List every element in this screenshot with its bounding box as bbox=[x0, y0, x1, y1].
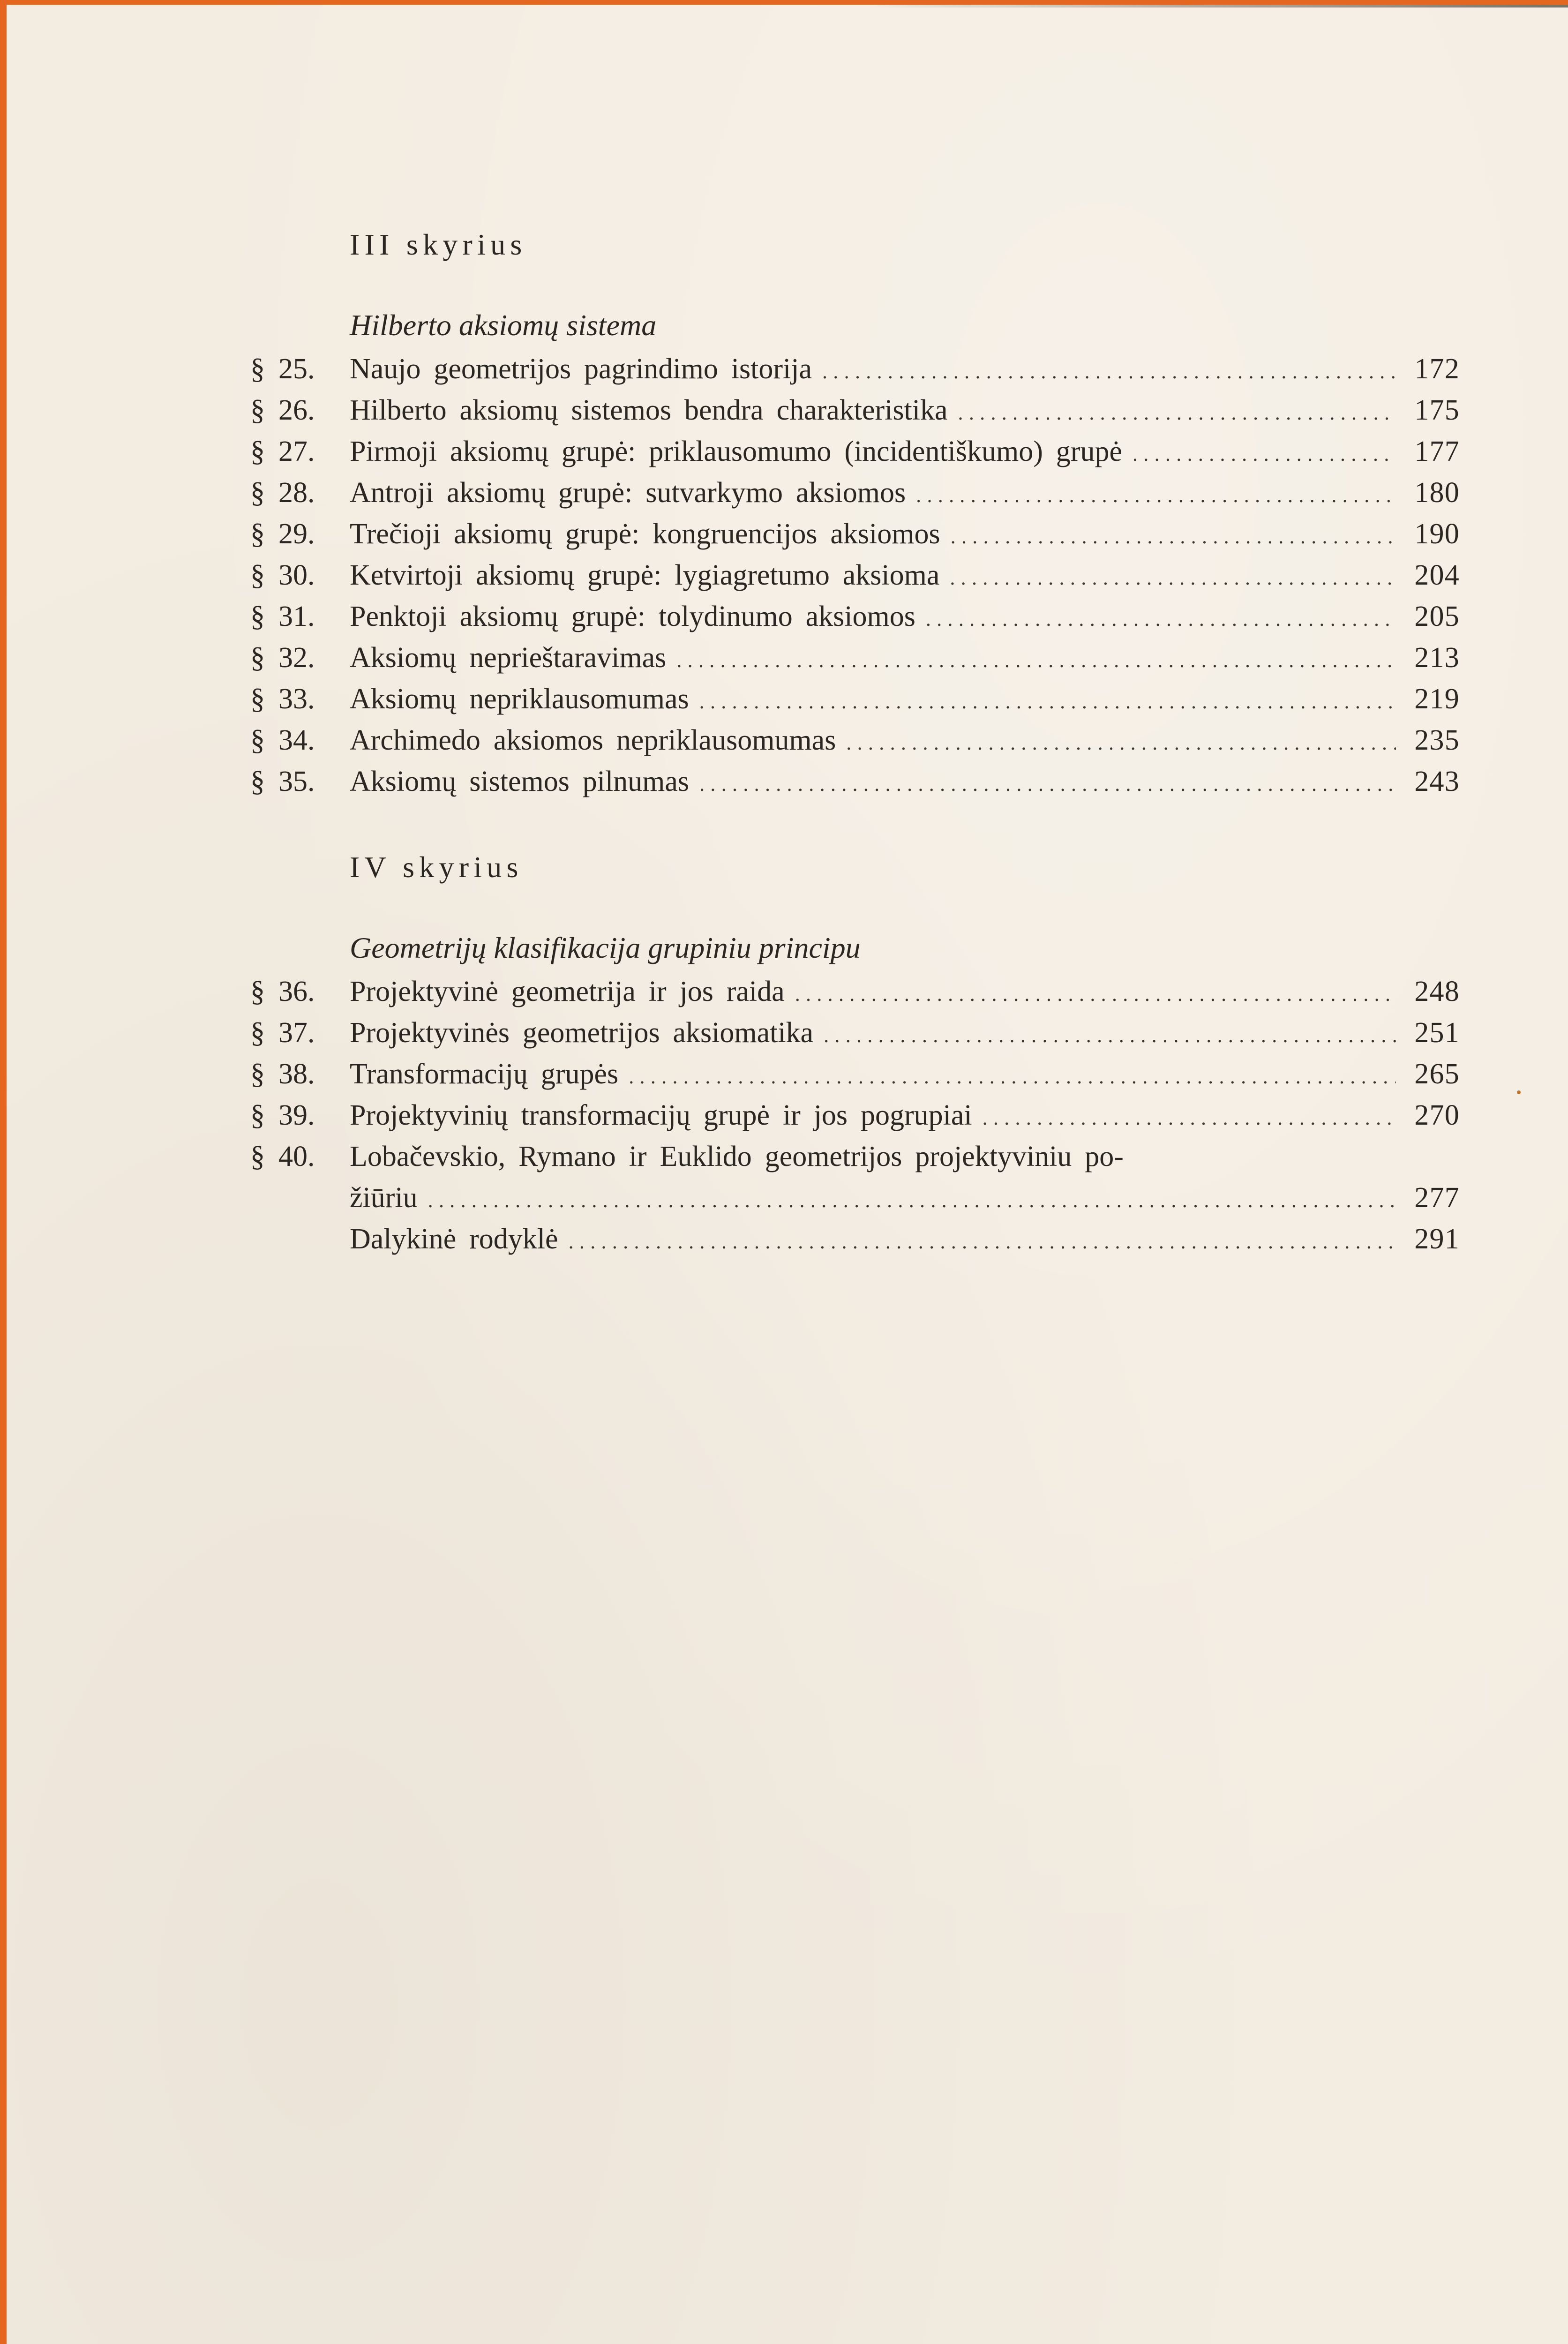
section-number: § 28. bbox=[250, 477, 315, 509]
dot-leader bbox=[569, 1230, 1396, 1254]
dot-leader bbox=[846, 731, 1396, 755]
entry-title: Dalykinė rodyklė bbox=[350, 1223, 558, 1255]
section-number: § 26. bbox=[250, 394, 315, 426]
section-number: § 31. bbox=[250, 601, 315, 632]
page-number: 248 bbox=[1414, 976, 1460, 1007]
dot-leader bbox=[824, 1023, 1396, 1047]
section-mark: § bbox=[250, 601, 265, 632]
dot-leader bbox=[428, 1188, 1396, 1212]
page-number: 270 bbox=[1414, 1099, 1460, 1131]
dot-leader bbox=[699, 772, 1396, 796]
dot-leader bbox=[676, 648, 1396, 672]
chapter-title: Hilberto aksiomų sistema bbox=[350, 308, 657, 342]
section-mark: § bbox=[250, 353, 265, 385]
section-mark: § bbox=[250, 642, 265, 674]
page-number: 180 bbox=[1414, 477, 1460, 509]
section-mark: § bbox=[250, 1141, 265, 1172]
toc-entry-continuation bbox=[250, 1181, 1460, 1223]
entry-title: Pirmoji aksiomų grupė: priklausomumo (incidentiškumo) grupė bbox=[350, 436, 1122, 467]
section-mark: § bbox=[250, 436, 265, 467]
section-mark: § bbox=[250, 1017, 265, 1049]
entry-title: Antroji aksiomų grupė: sutvarkymo aksiomos bbox=[350, 477, 906, 509]
entry-title: Projektyvinių transformacijų grupė ir jos pogrupiai bbox=[350, 1099, 972, 1131]
page-number: 291 bbox=[1414, 1223, 1460, 1255]
section-number: § 27. bbox=[250, 436, 315, 467]
entry-title: Penktoji aksiomų grupė: tolydinumo aksiomos bbox=[350, 601, 915, 632]
section-number: § 32. bbox=[250, 642, 315, 674]
toc-entry bbox=[250, 1058, 1460, 1099]
section-number: § 34. bbox=[250, 724, 315, 756]
page-top-edge bbox=[7, 5, 1568, 8]
section-mark: § bbox=[250, 1058, 265, 1090]
section-number: § 25. bbox=[250, 353, 315, 385]
chapter-title: Geometrijų klasifikacija grupiniu principu bbox=[350, 931, 861, 964]
toc-entry bbox=[250, 641, 1460, 683]
section-number: § 36. bbox=[250, 976, 315, 1007]
section-mark: § bbox=[250, 724, 265, 756]
entry-title: Lobačevskio, Rymano ir Euklido geometrijos projektyviniu po- bbox=[350, 1141, 1124, 1172]
page-number: 235 bbox=[1414, 724, 1460, 756]
toc-entry bbox=[250, 765, 1460, 806]
section-mark: § bbox=[250, 518, 265, 550]
toc-entry bbox=[250, 683, 1460, 724]
section-number: § 33. bbox=[250, 683, 315, 715]
dot-leader bbox=[699, 690, 1396, 714]
page-number: 243 bbox=[1414, 766, 1460, 797]
entry-title: Ketvirtoji aksiomų grupė: lygiagretumo aksioma bbox=[350, 559, 940, 591]
page-number: 205 bbox=[1414, 601, 1460, 632]
entry-title: Transformacijų grupės bbox=[350, 1058, 619, 1090]
toc-entry bbox=[250, 476, 1460, 518]
entry-title: Archimedo aksiomos nepriklausomumas bbox=[350, 724, 836, 756]
toc-entry bbox=[250, 1016, 1460, 1058]
page-number: 190 bbox=[1414, 518, 1460, 550]
table-of-contents bbox=[250, 230, 1460, 1264]
dot-leader bbox=[950, 566, 1396, 590]
page-number: 219 bbox=[1414, 683, 1460, 715]
section-mark: § bbox=[250, 976, 265, 1007]
dot-leader bbox=[958, 401, 1396, 425]
section-number: § 40. bbox=[250, 1141, 315, 1172]
section-mark: § bbox=[250, 1099, 265, 1131]
section-number: § 35. bbox=[250, 766, 315, 797]
chapter-heading: III skyrius bbox=[350, 228, 527, 261]
dot-leader bbox=[629, 1065, 1396, 1089]
page-number: 172 bbox=[1414, 353, 1460, 385]
chapter-heading: IV skyrius bbox=[350, 850, 523, 884]
section-mark: § bbox=[250, 683, 265, 715]
section-mark: § bbox=[250, 477, 265, 509]
dot-leader bbox=[951, 525, 1396, 548]
section-mark: § bbox=[250, 559, 265, 591]
toc-entry bbox=[250, 518, 1460, 559]
toc-entry bbox=[250, 975, 1460, 1016]
dot-leader bbox=[983, 1106, 1396, 1130]
toc-entry bbox=[250, 1099, 1460, 1140]
book-page bbox=[7, 5, 1568, 2344]
entry-title: Aksiomų nepriklausomumas bbox=[350, 683, 689, 715]
toc-entry bbox=[250, 724, 1460, 765]
page-number: 265 bbox=[1414, 1058, 1460, 1090]
section-number: § 39. bbox=[250, 1099, 315, 1131]
dot-leader bbox=[795, 982, 1396, 1006]
entry-title: Hilberto aksiomų sistemos bendra charakteristika bbox=[350, 394, 948, 426]
entry-title: Naujo geometrijos pagrindimo istorija bbox=[350, 353, 812, 385]
toc-entry bbox=[250, 1223, 1460, 1264]
toc-entry bbox=[250, 1140, 1460, 1181]
section-mark: § bbox=[250, 394, 265, 426]
entry-title: Trečioji aksiomų grupė: kongruencijos aksiomos bbox=[350, 518, 940, 550]
page-number: 213 bbox=[1414, 642, 1460, 674]
entry-title: žiūriu bbox=[350, 1182, 418, 1214]
dot-leader bbox=[926, 607, 1396, 631]
dot-leader bbox=[916, 483, 1396, 507]
entry-title: Aksiomų sistemos pilnumas bbox=[350, 766, 690, 797]
section-number: § 37. bbox=[250, 1017, 315, 1049]
page-number: 251 bbox=[1414, 1017, 1460, 1049]
section-mark: § bbox=[250, 766, 265, 797]
page-number: 204 bbox=[1414, 559, 1460, 591]
entry-title: Projektyvinė geometrija ir jos raida bbox=[350, 976, 785, 1007]
section-number: § 29. bbox=[250, 518, 315, 550]
dot-leader bbox=[822, 360, 1396, 383]
toc-entry bbox=[250, 559, 1460, 600]
page-number: 277 bbox=[1414, 1182, 1460, 1214]
section-number: § 30. bbox=[250, 559, 315, 591]
paper-speck bbox=[1517, 1090, 1521, 1094]
dot-leader bbox=[1133, 442, 1396, 466]
page-number: 177 bbox=[1414, 436, 1460, 467]
section-number: § 38. bbox=[250, 1058, 315, 1090]
entry-title: Aksiomų neprieštaravimas bbox=[350, 642, 667, 674]
toc-entry bbox=[250, 394, 1460, 435]
entry-title: Projektyvinės geometrijos aksiomatika bbox=[350, 1017, 814, 1049]
toc-entry bbox=[250, 353, 1460, 394]
toc-entry bbox=[250, 600, 1460, 641]
page-number: 175 bbox=[1414, 394, 1460, 426]
toc-entry bbox=[250, 435, 1460, 476]
